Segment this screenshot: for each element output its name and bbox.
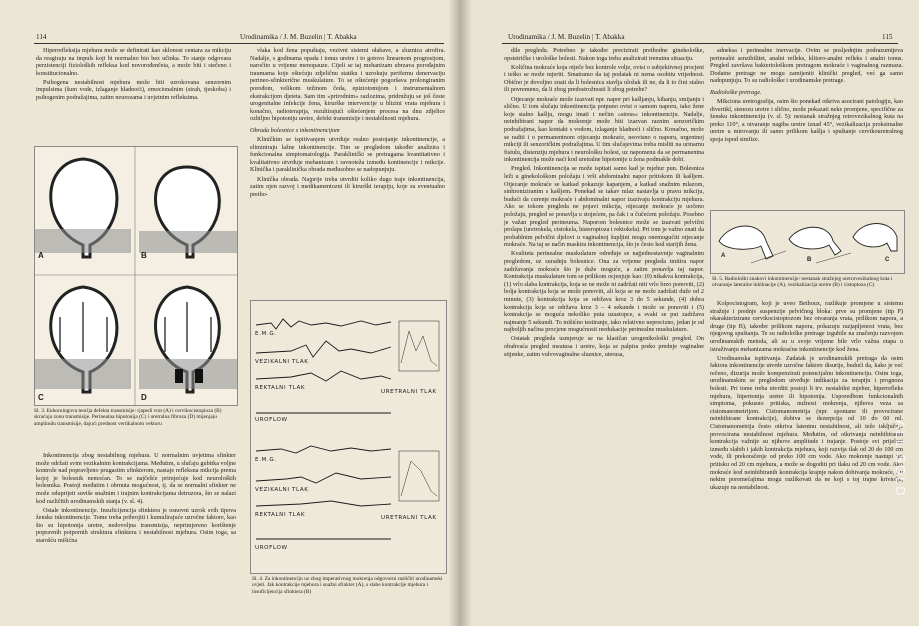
paragraph: vlaka kod žena popuštaju, vezivni sistemi olabave, a sluznica atrofira. Nadalje, s godinama opada i tonus uretre i to gotovo linearnom progresijom, naročito u vrijeme menopauze. Cijeli se taj mehanizam ubrzava porođajnim traumama koje oštećuju zdjeličnu statiku i uzrokuju perifernu denervaciju perineo-sfinkterične muskulature. To se oštećenje pogoršava prolongiranim porođom, velikom težinom čeda, epiziotomijom i instrumentalnom ekstrakcijom djeteta. Sam tim »prirodnim« razlozima, pridružuju se još česte urogenitalne infekcije žena, kirurške intervencije u blizini vrata mjehura i konačno, radioterapija, rezultirajući oštećenjem procesa na dnu zdjelice ozbiljno hipotoniju uretre, defekt transmisije i nestabilnosti mjehura. (250, 47, 445, 123)
figure-5-diagram (711, 211, 904, 273)
section-heading: Obrada bolesnice s inkontinencijom (250, 126, 340, 134)
paragraph: Količina mokraće koja otječe bez kontrole volje, ovisi o subjektivnoj procjeni i teško se može mjeriti. Smatramo da taj podatak ni nema osobitu vrijednost. Obično je dovoljno znati da li bolesnica stavlja uložak ili ne, da li to čini stalno ili povremeno, da li zbog predostrožnosti li zbog potrebe? (504, 63, 704, 94)
book-gutter-shadow (448, 0, 472, 626)
left-col1-top (36, 47, 231, 103)
watermark-text: ALL SOLD (893, 420, 908, 498)
paragraph: Ostale inkontinencije. Insuficijencija sfinktera je osnovni uzrok svih tipova ženske inkontinencije. Tome treba pribrojiti i kumulirajuće uzročne faktore, kao što su hipotonija uretre, nedovoljna transmisija, neprimjereno korištenje popravnih potpornih struktura sfinktera i nestabilnost mjehura. Osim toga, sa starošću mišićna (36, 506, 236, 545)
trace-label: URETRALNI TLAK (381, 515, 437, 521)
trace-label: UROFLOW (255, 417, 288, 423)
page-number: 114 (36, 33, 47, 41)
figure-3-diagram (35, 147, 237, 405)
trace-label: VEZIKALNI TLAK (255, 359, 309, 365)
figure-3-caption: Sl. 3. Enhorningova teorija defekta transmisije: rjapedi vrat (A) i cervikocistopioza (B) skraćuju zonu transmisije. Perinealna hipotonija (C) i uretralna fibroza (D) mijenjaju amplitudu transmisije, dajući prednost vertikalnom vektoru (34, 408, 222, 427)
page-number: 115 (882, 33, 893, 41)
trace-label: REKTALNI TLAK (255, 512, 306, 518)
paragraph: Ostatak pregleda usmjeruje se na klasičan urogenikološki pregled. On obuhvaća pregled meatusa i uretre, koja se palpira preko prednje vaginalne stijenke, zatim vulvovaginalne sluznice, uterusa, (504, 335, 704, 358)
panel-label: D (141, 393, 147, 402)
trace-label: REKTALNI TLAK (255, 385, 306, 391)
left-col2 (250, 47, 445, 200)
figure-3 (34, 146, 238, 406)
paragraph: Inkontinencija zbog nestabilnog mjehura. U normalnim uvjetima sfinkter može održati svim vezikalnim kontrakcijama. Međutim, u slučaju gubitka voljne kontrole nad popravljeno prugastim sfinkterom, nastaje refleksna mikcija prema kojoj je bolesnik nemoćan. To se najčešće primjećuje kod neuroloških bolesnika. Postoji međutim i obrnuta mogućnost, tj. da se normalni sfinkter ne može oduprijeti suviše snažnim i trajnim kontrakcijama detruzora, što se nalazi kod različitih urodinamskih stanja (v. sl. 4). (36, 452, 236, 505)
panel-label: A (721, 253, 726, 259)
trace-label: UROFLOW (255, 545, 288, 551)
right-col1 (504, 47, 704, 360)
running-head: Urodinamika / J. M. Buzelin | T. Abakka (508, 33, 625, 41)
paragraph: Mikciona uretrografija, osim što ponekad otkriva asocirani patologiju, kao divertikl, stenozu uretre i slično, može pokazati neke promjene, specifične za žensku inkontinenciju (v. sl. 5): nestanak stražnjeg retrovezikalnog kuta na preko 110°, a otvaranje nagiba uretre iznad 45°, vezikalizacija proksimalne uretre u mirovanju ili samo prilikom kašlja i spuštanje cervikouretralnog spoja ispod simfize. (710, 98, 903, 144)
panel-label: B (807, 257, 812, 263)
paragraph: Otjecanje mokraće može izazvati npr. napor pri kašljanju, kihanju, smijanju i slično. U tom slučaju inkontinencija potpuno ovisi o samom naporu, iako žene koje stalno kašlju, mogu imati i nečim »stress« inkontinenciju. Nadalje, neinhibirani napor da mokrenje može biti izazvan raznim senzoričkim podražajima, kao kontakt s vodom, izlaganje hladnoći i slično. Konačno, može se raditi i o permanentnom otjecanju mokraće, neovisno o naporu, urgentnoj mikciji ili senzoričkim podražajima. U tim slučajevima treba misliti na urinarnu fistulu, distenziju mjehura i neurološku bolest, uz napomenu da se permanentna inkontinencija može naći kod uretralne hipotonije u žena podmakle dobi. (504, 95, 704, 164)
left-page (0, 0, 458, 626)
figure-4-traces (251, 301, 446, 573)
right-col2-top (710, 47, 903, 145)
left-col1-bottom (36, 452, 236, 546)
paragraph: Psihogena nestabilnost mjehura može biti uzrokovana senzornim impulsima (šum vode, izlaganje hladnoći), emocionalnim (strah, tjeskoba) i psihogenim podražajima, zatim neurozama i uvjetnim refleksima. (36, 78, 231, 102)
running-head: Urodinamika / J. M. Buzelin | T. Abakka (240, 33, 357, 41)
paragraph: adneksa i perinealne inervacije. Ovim se posljednjim podrazumijeva perinealni senzibilitet, analni refleks, klitoro-analni refleks i analni tonus. Pregled završava bakteriološkom pretragom mokraće i vaginalnog razmaza. Dodatne pretrage ne mogu zamijeniti klinički pregled, već ga samo nadopunjuju. To su radiološke i urodinamske pretrage. (710, 47, 903, 85)
paragraph: dile pregledu. Potrebno je također precizirati prethodne ginekološke, opstetričke i urološke bolesti. Nakon toga treba analizirati trenutnu situaciju. (504, 47, 704, 62)
panel-label: B (141, 251, 147, 260)
figure-5-caption: Sl. 5. Radiološki znakovi inkontinencije: nestanak stražnjeg uretrovezikalnog kuta i otvaranje lateralne inklinacije (A), vezikalizacija uretre (B) i cistoptoza (C) (712, 276, 893, 289)
figure-5 (710, 210, 905, 274)
paragraph: Kliničkim se ispitivanjem utvrđuje realno postojanje inkontinencije, a eliminiraju lažne inkontinencije. Tim se pregledom također analizira i funkcionalna simptomatologija. Paraklinički se pretragama kvantitativno i kvalitativno utvrđuje mehanizam i ravnoteža između kontinencije i mikcije. Klinička i paraklinička obrada međusobno se nadopunjuju. (250, 136, 445, 174)
paragraph: Kolpocistogram, koji je uveo Bethoux, razlikuje promjene u sistemu stražnje i prednje suspenzije pelvičnog bloka: prve su promjene (tip P) okarakterizirane cervikocistoptozom bez otvaranja vrata, prilikom napora, a druge (tip B), također prilikom napora, pokazuju razjapljenost vrata, bez njegovog spuštanja. Te su radiološke pretrage izgubile na značenju razvojem urodinamskih metoda, ali su u svoje vrijeme bile vrlo važna etapa u istraživanju mehanizama mokraćne inkontinencije kod žena. (710, 300, 903, 353)
panel-label: C (38, 393, 44, 402)
section-heading: Radiološke pretrage. (710, 88, 762, 96)
paragraph: Pregled. Inkontinencija se može ispitati samo kad je mjehur pun. Bolesnica leži u ginekološkom položaju i vrši abdominalni napor pritiskom ili kašljem. Otjecanje mokraće se katkad pokazuje kapanjem, a katkad snažnim mlazom, sinhroniziranim s kašljem. Ponekad se takav mlaz nastavlja u pravu mikciju, budući da curenje mokraće i abdominalni napor izazivaju kontrakciju mjehura. Ako se tokom pregleda ne pojavi mikcija, otjecanje mokraće je uočeno položaju, pregled se ponavlja u stojećem, pa čak i u čučećem položaju. Posebno je važan pregled perineuma. Naporom bolesnice može se izazvati pelvični prolaps (uretrokela, cistokela, histeroptoza i rektokela). Pri tom je važno znati da probablnim pelvični djelovi u vaginalnoj šupljini mogu onemogućiti otjecanje mokraće. Na taj se način maskira inkontinencija, što je često kod starijih žena. (504, 165, 704, 249)
panel-label: A (38, 251, 44, 260)
paragraph: Urodinamska ispitivanja. Zadatak je urodinamskih pretraga da osim faktora inkontinencije utvrde uzročne faktore disurije, budući da, kako je već rečeno, dizurija može kompenzirati potencijalnu inkontinenciju. Osim toga, urodinamskim se pregledom utvrđuje indikacija za terapiju i prognoza bolesti. Pri tome treba utvrditi postoji li trv. nestabilni mjehur, hiperrefleks mjehura, hipertonija uretre ili hipotonija. Usporedbom funkcionalnih simptoma, pokusno pritiska, nužnost mokrenja, njihova veza sa cistomanometrijom. Cistomanometrija (npr. spontane ili provocirane neinhibirane kontrakcije), dobiva se dezerpcija od 10 do 60 ml. Cistomanometrija često otkriva latentnu nestabilnost, ali teže isključuje provocirana nestabilnost mjehura. Međutim, od otkrivanja neinhibiranih kontrakcija važnije su njihove amplitude i trajanje. Postoje svi prijelazi između slabih i jakih kontrakcija mjehura, koji razvija tlak od 20 do 100 cm vode, ili prekoračenje od preko 100 cm vode. Ako mokrenje nastupi pri pritisku od 20 cm mjehura, a može se dogoditi pri tlaku od 20 cm vode. Ako mokraće kod neinhibiranih kontrakcija krajnje nakon dobivanja mokraće, i u nekim poremećajima mogu razlikovati da ne koji s toj trajne kriviolje, ukazuje na nestabilnost. (710, 354, 903, 491)
trace-label: E.M.G. (255, 331, 277, 337)
trace-label: E.M.G. (255, 457, 277, 463)
paragraph: Hiperrefleksija mjehura može se definirati kao sklonost centara za mikciju da reagiraju na impuls koji bi normalno bio bez učinka. To stanje odgovara perzistenciji fizioloških refleksa kod novorođenčeta, a može biti i stečeno i konstitucionalno. (36, 47, 231, 77)
figure-4 (250, 300, 447, 574)
header-rule (502, 43, 898, 44)
header-rule (34, 43, 444, 44)
figure-4-caption: Sl. 4. Za inkontinenciju uz zbog imperativnog mokrenja odgovorni različiti urodinamski uvjeti. Jak kontrakcije mjehura i snažni sfinkter (A), s slabe kontrakcije mjehura i insuficijencija sfinktera (B) (252, 576, 443, 595)
panel-label: C (885, 257, 890, 263)
right-page (458, 0, 919, 626)
paragraph: Kvaliteta perinealne muskulature određuje se najjednostavnije vaginalnim pregledom, uz suradnju bolesnice. Ona za vrijeme pregleda imitira napor zadržavanja mokraće što je duže moguće, a zatim ponavlja taj napor. Kontrakcija muskulature tom se prilikom ocjenjuje kao: (0) nikakva kontrakcija, (1) vrlo slaba kontrakcija, koja se ne može ni zadržati niti vrlo brzo ponoviti, (2) bolja kontrakcija koja se može ponoviti, ali koja se ne može zadržati duže od 2 minute, (3) kontrakcija koja se održava kroz 3 do 5 sekunde, (4) dobra kontrakcija koja se održava kroz 3 – 4 sekunde i može se ponoviti i (5) kontrakcija se moguća nekoliko puta uzastopce, a svaki se put zadržava najmanje 5 sekundi. To mišićno testiranje, iako relativno nepreciznо, jedan je od najboljih načina procjene mogućnosti reedukacije perinealne muskulature. (504, 250, 704, 334)
trace-label: URETRALNI TLAK (381, 389, 437, 395)
right-col2-bottom (710, 300, 903, 493)
paragraph: Klinička obrada. Najprije treba utvrditi koliko dugo traje inkontinencija, zatim njen razvoj i medikamentozni ili kirurški terapiju, koje su eventualno pretho- (250, 175, 445, 198)
trace-label: VEZIKALNI TLAK (255, 487, 309, 493)
